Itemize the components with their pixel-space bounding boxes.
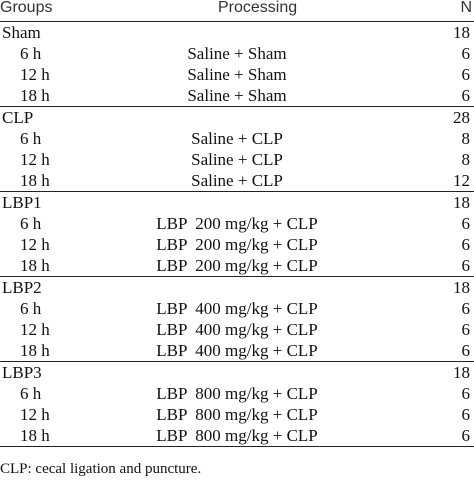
row-n: 6 xyxy=(461,86,470,105)
row-n: 6 xyxy=(461,65,470,84)
group-section xyxy=(0,277,474,362)
table-row xyxy=(0,383,474,404)
table-row xyxy=(0,319,474,340)
row-n: 6 xyxy=(461,299,470,318)
row-processing: LBP 200 mg/kg + CLP xyxy=(156,214,318,233)
group-total-n: 18 xyxy=(453,193,470,212)
row-time: 6 h xyxy=(20,129,42,148)
group-total-n: 28 xyxy=(453,108,470,127)
row-processing: LBP 400 mg/kg + CLP xyxy=(156,320,318,339)
row-time: 12 h xyxy=(20,235,50,254)
row-time: 18 h xyxy=(20,86,50,105)
row-time: 18 h xyxy=(20,426,50,445)
row-time: 6 h xyxy=(20,214,42,233)
header-processing: Processing xyxy=(218,0,298,16)
row-processing: LBP 200 mg/kg + CLP xyxy=(156,235,318,254)
row-time: 12 h xyxy=(20,320,50,339)
table-row xyxy=(0,128,474,149)
group-name: Sham xyxy=(2,23,41,42)
table-row xyxy=(0,340,474,361)
row-processing: Saline + CLP xyxy=(191,129,283,148)
row-processing: Saline + Sham xyxy=(187,44,287,63)
row-n: 6 xyxy=(461,44,470,63)
row-time: 12 h xyxy=(20,405,50,424)
row-processing: LBP 800 mg/kg + CLP xyxy=(156,405,318,424)
row-processing: Saline + CLP xyxy=(191,171,283,190)
header-n: N xyxy=(460,0,472,16)
header-groups: Groups xyxy=(0,0,53,16)
table-row xyxy=(0,213,474,234)
row-n: 6 xyxy=(461,214,470,233)
row-time: 6 h xyxy=(20,299,42,318)
group-name: LBP3 xyxy=(2,363,42,382)
row-n: 6 xyxy=(461,405,470,424)
group-section xyxy=(0,362,474,447)
table-row xyxy=(0,43,474,64)
table-header xyxy=(0,0,474,22)
table-row xyxy=(0,64,474,85)
table-row xyxy=(0,85,474,106)
group-header-row xyxy=(0,22,474,43)
row-n: 6 xyxy=(461,341,470,360)
group-total-n: 18 xyxy=(453,23,470,42)
table-row xyxy=(0,404,474,425)
group-name: LBP1 xyxy=(2,193,42,212)
group-total-n: 18 xyxy=(453,363,470,382)
row-time: 18 h xyxy=(20,171,50,190)
row-time: 12 h xyxy=(20,65,50,84)
group-name: CLP xyxy=(2,108,34,127)
row-time: 6 h xyxy=(20,384,42,403)
row-n: 6 xyxy=(461,320,470,339)
row-n: 6 xyxy=(461,384,470,403)
row-time: 6 h xyxy=(20,44,42,63)
row-n: 6 xyxy=(461,256,470,275)
row-processing: LBP 400 mg/kg + CLP xyxy=(156,299,318,318)
row-n: 6 xyxy=(461,235,470,254)
row-processing: LBP 800 mg/kg + CLP xyxy=(156,384,318,403)
row-n: 12 xyxy=(453,171,470,190)
row-processing: Saline + Sham xyxy=(187,65,287,84)
row-n: 6 xyxy=(461,426,470,445)
table-footnote: CLP: cecal ligation and puncture. xyxy=(0,461,202,477)
table-row xyxy=(0,255,474,276)
table-body xyxy=(0,22,474,447)
row-n: 8 xyxy=(461,150,470,169)
group-section xyxy=(0,192,474,277)
table-row xyxy=(0,149,474,170)
group-header-row xyxy=(0,192,474,213)
group-header-row xyxy=(0,362,474,383)
group-section xyxy=(0,22,474,107)
table-row xyxy=(0,298,474,319)
group-total-n: 18 xyxy=(453,278,470,297)
row-n: 8 xyxy=(461,129,470,148)
row-time: 12 h xyxy=(20,150,50,169)
row-processing: Saline + CLP xyxy=(191,150,283,169)
group-header-row xyxy=(0,277,474,298)
row-processing: LBP 800 mg/kg + CLP xyxy=(156,426,318,445)
group-header-row xyxy=(0,107,474,128)
table-row xyxy=(0,234,474,255)
table-row xyxy=(0,425,474,446)
row-time: 18 h xyxy=(20,341,50,360)
group-name: LBP2 xyxy=(2,278,42,297)
group-section xyxy=(0,107,474,192)
row-processing: LBP 200 mg/kg + CLP xyxy=(156,256,318,275)
row-processing: Saline + Sham xyxy=(187,86,287,105)
table-row xyxy=(0,170,474,191)
row-processing: LBP 400 mg/kg + CLP xyxy=(156,341,318,360)
row-time: 18 h xyxy=(20,256,50,275)
